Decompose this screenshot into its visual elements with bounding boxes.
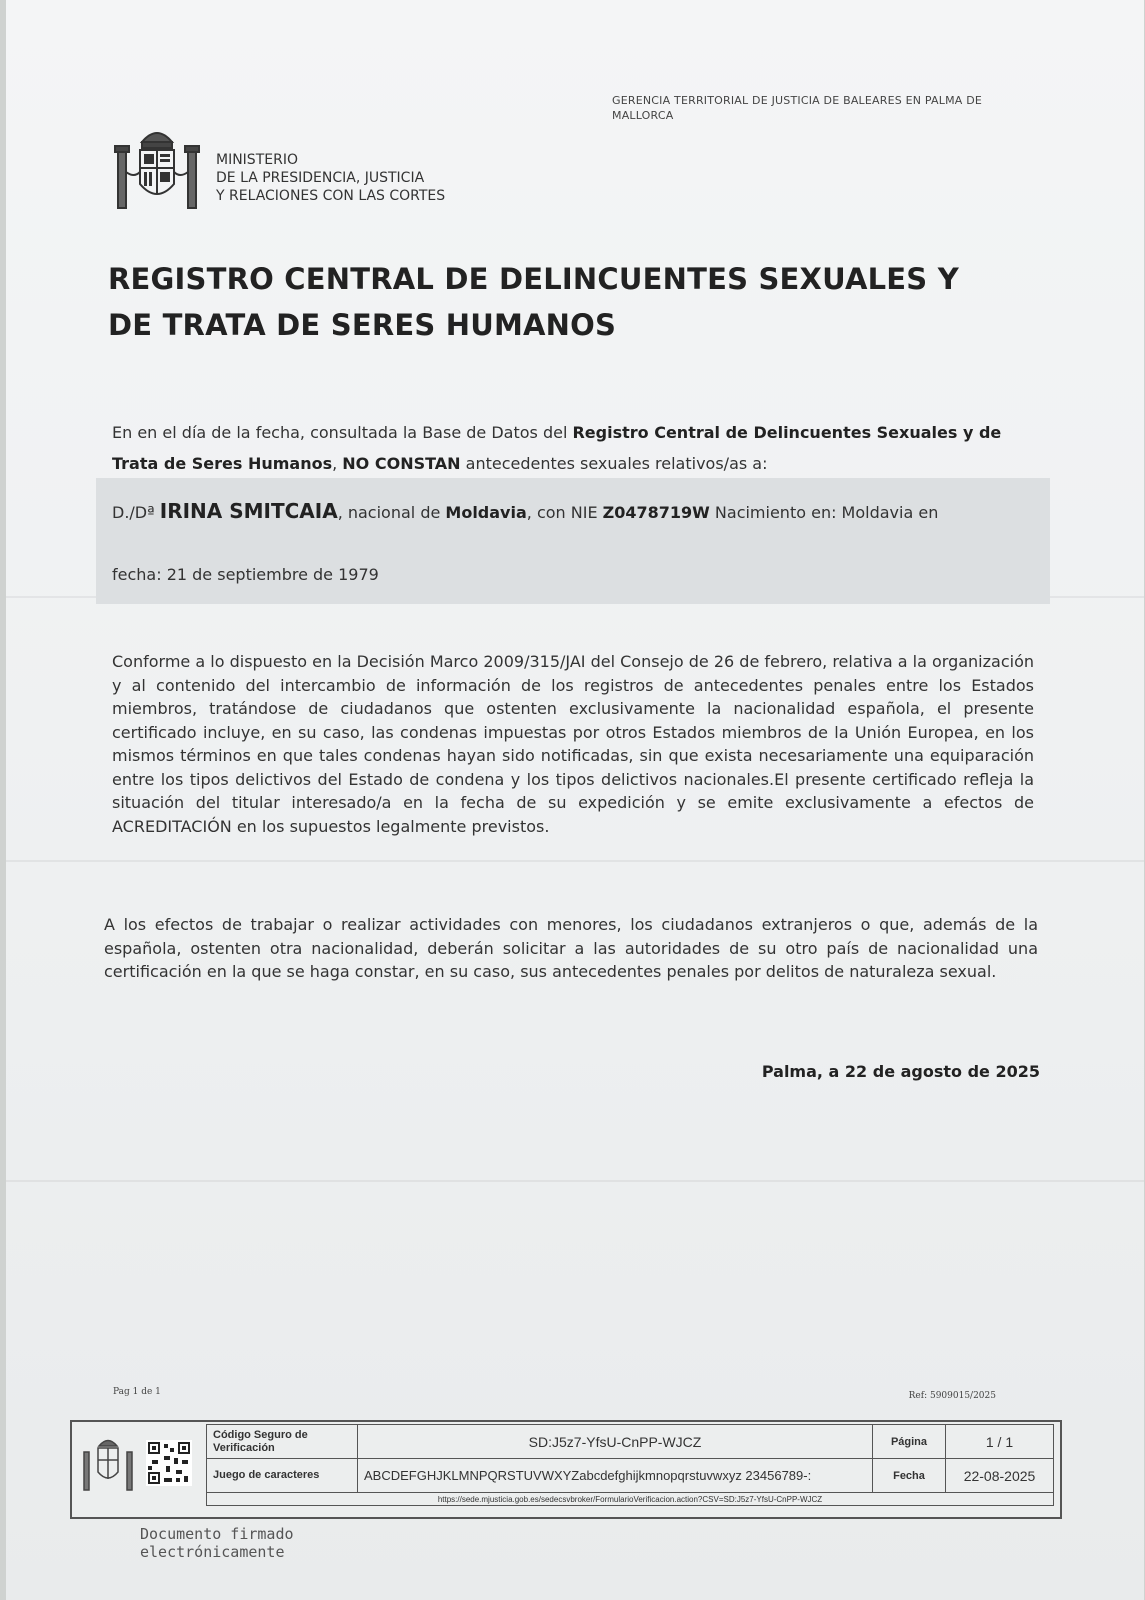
- intro-text: En en el día de la fecha, consultada la Base de Datos del: [112, 423, 573, 442]
- intro-paragraph: [112, 417, 1042, 479]
- coat-of-arms-small-icon: [80, 1434, 136, 1496]
- ministerio-line1: MINISTERIO: [216, 152, 298, 168]
- csv-value: SD:J5z7-YfsU-CnPP-WJCZ: [358, 1425, 873, 1459]
- birth-date: fecha: 21 de septiembre de 1979: [112, 565, 379, 584]
- place-date: Palma, a 22 de agosto de 2025: [761, 1062, 1040, 1081]
- verification-footer: [70, 1420, 1062, 1519]
- intro-sep: ,: [332, 454, 343, 473]
- ministerio-block: [216, 151, 445, 205]
- registry-name: Registro Central de Delincuentes Sexuales y de Trata de Seres Humanos: [112, 423, 1002, 473]
- page-count: Pag 1 de 1: [113, 1387, 161, 1397]
- document-title: [108, 256, 1048, 348]
- nie-text: , con NIE: [526, 503, 603, 522]
- juego-label: Juego de caracteres: [207, 1459, 358, 1493]
- ministerio-line2: DE LA PRESIDENCIA, JUSTICIA: [216, 170, 425, 186]
- ministerio-line3: Y RELACIONES CON LAS CORTES: [216, 188, 446, 204]
- fold-crease: [6, 860, 1144, 862]
- juego-value: ABCDEFGHJKLMNPQRSTUVWXYZabcdefghijkmnopqrstuvwxyz 23456789-:: [358, 1459, 873, 1493]
- person-name: IRINA SMITCAIA: [159, 499, 338, 523]
- person-band: [96, 478, 1050, 604]
- pagina-label: Página: [873, 1425, 946, 1459]
- minors-paragraph: A los efectos de trabajar o realizar actividades con menores, los ciudadanos extranjeros o que, además de la española, ostenten otra nacionalidad, deberán solicitar a las autoridades de su otro país de nacionalidad una certificación en la que se haga constar, en su caso, sus antecedentes penales por delitos de naturaleza sexual.: [104, 915, 1038, 981]
- verification-table: [206, 1424, 1054, 1506]
- pagina-value: 1 / 1: [946, 1425, 1054, 1459]
- title-line1: REGISTRO CENTRAL DE DELINCUENTES SEXUALES Y: [108, 262, 959, 296]
- verification-url[interactable]: https://sede.mjusticia.gob.es/sedecsvbroker/FormularioVerificacion.action?CSV=SD:J5z7-YfsU-CnPP-WJCZ: [207, 1493, 1054, 1506]
- gerencia-header: GERENCIA TERRITORIAL DE JUSTICIA DE BALEARES EN PALMA DE MALLORCA: [612, 94, 983, 122]
- person-prefix: D./Dª: [112, 503, 160, 522]
- signed-note: [140, 1525, 294, 1561]
- legal-paragraph: Conforme a lo dispuesto en la Decisión Marco 2009/315/JAI del Consejo de 26 de febrero, relativa a la organización y al contenido del intercambio de información de los registros de antecedentes penales entre los Estados miembros, tratándose de ciudadanos que ostenten exclusivamente la nacionalidad española, el presente certificado incluye, en su caso, las condenas impuestas por otros Estados miembros de la Unión Europea, en los mismos términos en que tales condenas hayan sido notificadas, sin que exista necesariamente una equiparación entre los tipos delictivos del Estado de condena y los tipos delictivos nacionales.El presente certificado refleja la situación del titular interesado/a en la fecha de su expedición y se emite exclusivamente a efectos de ACREDITACIÓN en los supuestos legalmente previstos.: [112, 652, 1034, 836]
- qr-code-icon: [146, 1440, 192, 1486]
- nationality: Moldavia: [445, 503, 527, 522]
- nie-number: Z0478719W: [602, 503, 710, 522]
- person-line: [112, 499, 1042, 523]
- no-constan: NO CONSTAN: [342, 454, 461, 473]
- fecha-label: Fecha: [873, 1459, 946, 1493]
- nationality-text: , nacional de: [337, 503, 446, 522]
- intro-tail: antecedentes sexuales relativos/as a:: [460, 454, 768, 473]
- title-line2: DE TRATA DE SERES HUMANOS: [108, 308, 617, 342]
- birth-text: Nacimiento en: Moldavia en: [709, 503, 939, 522]
- signed-line1: Documento firmado: [140, 1525, 294, 1543]
- signed-line2: electrónicamente: [140, 1543, 285, 1561]
- reference-number: Ref: 5909015/2025: [908, 1391, 996, 1401]
- coat-of-arms-icon: [112, 122, 202, 218]
- csv-label: Código Seguro de Verificación: [207, 1425, 358, 1459]
- fecha-value: 22-08-2025: [946, 1459, 1054, 1493]
- fold-crease: [6, 1180, 1144, 1182]
